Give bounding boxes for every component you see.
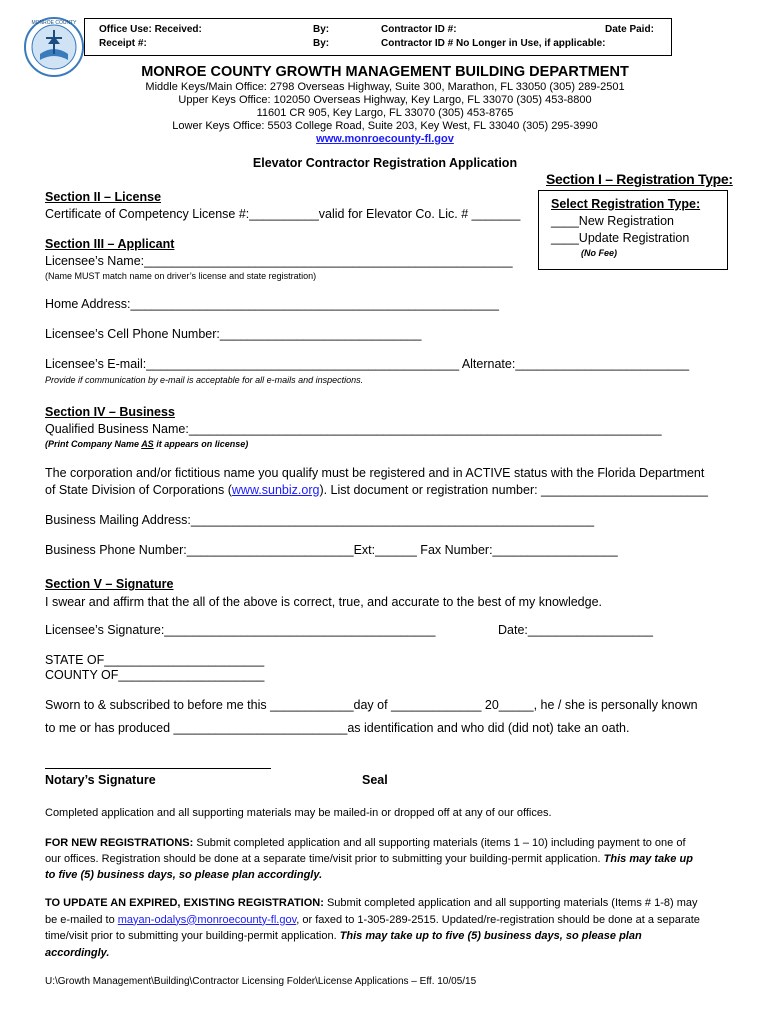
business-phone-field[interactable]: Business Phone Number:________________________Ext:______ Fax Number:__________________ [45, 543, 618, 557]
office-by-label: By: [313, 24, 330, 35]
state-of-field[interactable]: STATE OF_______________________ [45, 653, 265, 667]
form-title: Elevator Contractor Registration Application [252, 156, 518, 170]
notary-signature-line[interactable] [45, 768, 271, 769]
home-address-field[interactable]: Home Address:_____________________________________________________ [45, 297, 499, 311]
business-mailing-address-field[interactable]: Business Mailing Address:__________________________________________________________ [45, 513, 595, 527]
section-3-heading: Section III – Applicant [45, 237, 175, 251]
print-note-as: AS [141, 439, 154, 449]
notary-signature-label: Notary’s Signature [45, 773, 156, 787]
sworn-subscribed-text[interactable]: Sworn to & subscribed to before me this ____________day of _____________ 20_____, he / she is personally known [45, 698, 698, 712]
registration-type-box [538, 190, 728, 270]
department-title: MONROE COUNTY GROWTH MANAGEMENT BUILDING DEPARTMENT [141, 64, 629, 80]
email-note: Provide if communication by e-mail is acceptable for all e-mails and inspections. [45, 375, 364, 385]
print-note-part-2: it appears on license) [153, 439, 249, 449]
no-fee-note: (No Fee) [581, 248, 617, 258]
contractor-id-label: Contractor ID #: [381, 24, 457, 35]
update-registration-text-2: be e-mailed to [45, 913, 118, 926]
update-registration-text-3: , or faxed to 1-305-289-2515. Updated/re-registration should be done at a separate [296, 913, 700, 926]
office-receipt-label: Receipt #: [99, 38, 147, 49]
print-note-part-1: (Print Company Name [45, 439, 142, 449]
office-received-label: Office Use: Received: [99, 24, 202, 35]
address-line-3: 11601 CR 905, Key Largo, FL 33070 (305) 453-8765 [256, 107, 514, 119]
update-registration-instructions [45, 895, 735, 961]
update-registration-emphasis: This may take up to five (5) business days, so please plan [339, 930, 642, 942]
new-registration-text-1: Submit completed application and all supporting materials (items 1 – 10) including payment to one of [193, 837, 686, 849]
contractor-id-no-longer-label: Contractor ID # No Longer in Use, if applicable: [381, 38, 606, 49]
office-by-label-2: By: [313, 38, 330, 49]
cell-phone-field[interactable]: Licensee’s Cell Phone Number:_____________________________ [45, 327, 422, 341]
update-registration-text-1: Submit completed application and all supporting materials (Items # 1-8) may [323, 897, 698, 909]
county-of-field[interactable]: COUNTY OF_____________________ [45, 668, 265, 682]
file-path-footer: U:\Growth Management\Building\Contractor Licensing Folder\License Applications – Eff. 10/05/15 [45, 976, 477, 987]
update-registration-text-4: time/visit prior to submitting your building-permit application. [45, 930, 340, 942]
seal-label: Seal [362, 773, 388, 787]
section-1-heading: Section I – Registration Type: [546, 171, 733, 187]
licensee-name-field[interactable]: Licensee’s Name:_____________________________________________________ [45, 254, 513, 268]
signature-date-field[interactable]: Date:__________________ [498, 623, 654, 637]
registration-number-field[interactable]: ). List document or registration number: ________________________ [319, 483, 708, 497]
qualified-business-name-field[interactable]: Qualified Business Name:____________________________________________________________________ [45, 422, 662, 436]
section-5-heading: Section V – Signature [45, 577, 174, 591]
new-registration-text-2: our offices. Registration should be done at a separate time/visit prior to submitting your building-permit application. [45, 853, 604, 865]
identification-produced-text[interactable]: to me or has produced _________________________as identification and who did (did not) take an oath. [45, 721, 630, 735]
completed-application-note: Completed application and all supporting materials may be mailed-in or dropped off at any of our offices. [45, 807, 552, 819]
name-match-note: (Name MUST match name on driver’s license and state registration) [45, 271, 317, 281]
update-registration-option[interactable]: ____Update Registration [551, 231, 690, 245]
select-registration-type: Select Registration Type: [551, 197, 701, 211]
address-line-2: Upper Keys Office: 102050 Overseas Highway, Key Largo, FL 33070 (305) 453-8800 [178, 94, 592, 106]
address-line-1: Middle Keys/Main Office: 2798 Overseas Highway, Suite 300, Marathon, FL 33050 (305) 289-2501 [145, 81, 625, 93]
new-registration-option[interactable]: ____New Registration [551, 214, 674, 228]
update-registration-label: TO UPDATE AN EXPIRED, EXISTING REGISTRATION: [45, 897, 324, 909]
address-line-4: Lower Keys Office: 5503 College Road, Suite 203, Key West, FL 33040 (305) 295-3990 [172, 120, 598, 132]
new-registration-instructions [45, 835, 735, 883]
new-registration-emphasis-2: to five (5) business days, so please plan accordingly. [45, 869, 323, 881]
section-4-heading: Section IV – Business [45, 405, 175, 419]
sunbiz-link[interactable]: www.sunbiz.org [231, 483, 320, 497]
office-use-box [84, 18, 672, 56]
date-paid-label: Date Paid: [605, 24, 654, 35]
email-field[interactable]: Licensee’s E-mail:_____________________________________________ Alternate:_________________________ [45, 357, 690, 371]
section-2-heading: Section II – License [45, 190, 162, 204]
certificate-license-field[interactable]: Certificate of Competency License #:__________valid for Elevator Co. Lic. # _______ [45, 207, 521, 221]
update-email-link[interactable]: mayan-odalys@monroecounty-fl.gov [117, 913, 297, 926]
print-company-note [45, 439, 248, 449]
swear-affirm-text: I swear and affirm that the all of the above is correct, true, and accurate to the best of my knowledge. [45, 595, 603, 609]
seal-text: MONROE COUNTY [31, 20, 77, 26]
website-link[interactable]: www.monroecounty-fl.gov [316, 133, 454, 145]
corp-text-part-1: of State Division of Corporations ( [45, 483, 232, 497]
update-registration-emphasis-2: accordingly. [45, 946, 110, 959]
corporation-text-1: The corporation and/or fictitious name you qualify must be registered and in ACTIVE status with the Florida Department [45, 466, 705, 480]
new-registration-emphasis: This may take up [603, 853, 693, 865]
licensee-signature-field[interactable]: Licensee’s Signature:_______________________________________ [45, 623, 436, 637]
corporation-text-2 [45, 483, 708, 497]
new-registration-label: FOR NEW REGISTRATIONS: [45, 837, 194, 849]
